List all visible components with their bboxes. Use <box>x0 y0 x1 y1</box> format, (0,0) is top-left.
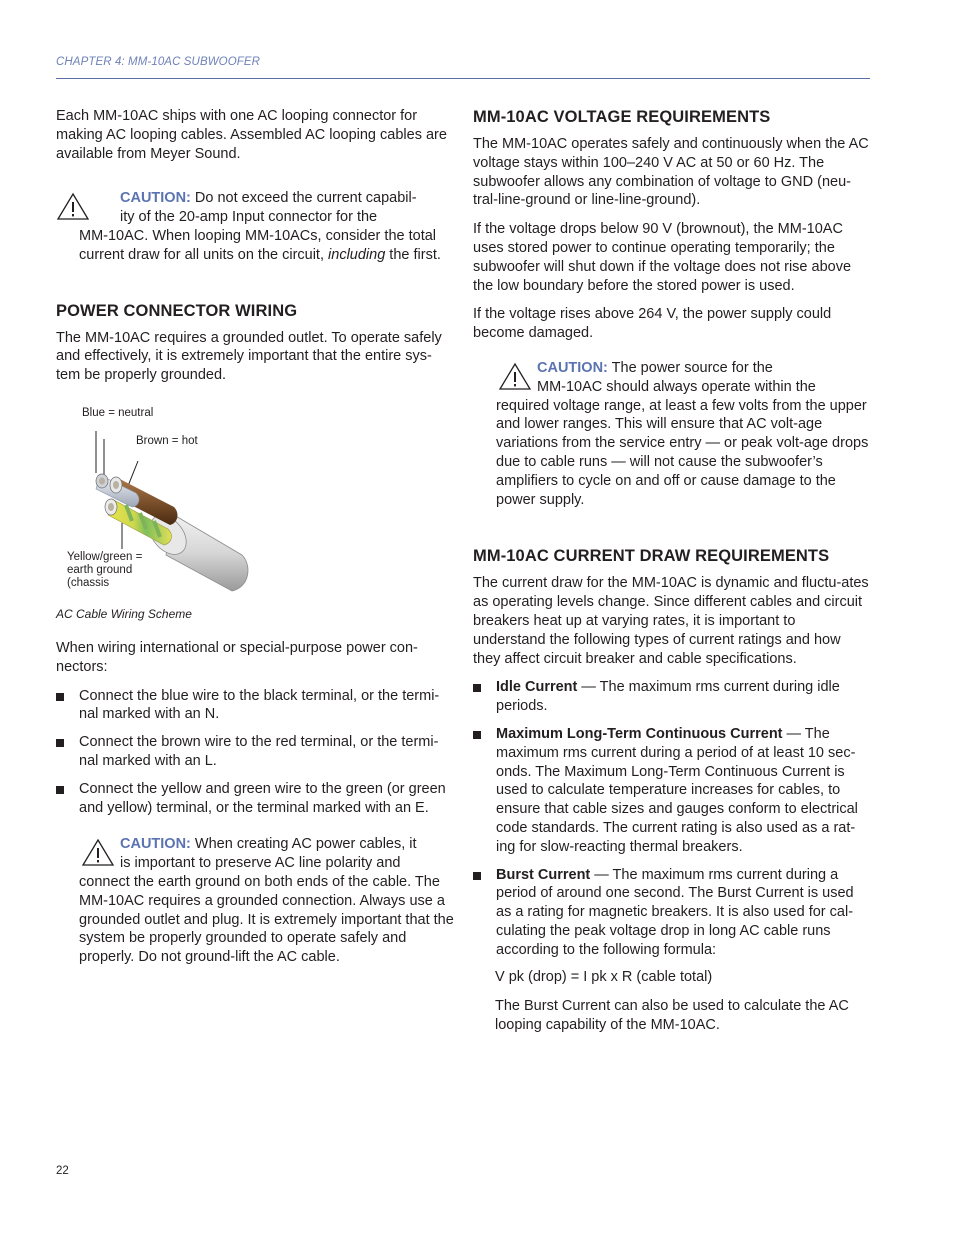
caution-label: CAUTION: <box>120 836 191 853</box>
caution-body: required voltage range, at least a few volts from the upper and lower ranges. This will ensure that AC volt-age variations from the service entry — or peak volt-age drops due to cable runs — will not cause the subwoofer’s amplifiers to cycle on and off or cause damage to the power supply. <box>496 397 869 508</box>
current-ratings-list <box>473 678 871 959</box>
caution-label: CAUTION: <box>120 190 191 207</box>
warning-triangle-icon <box>56 191 90 221</box>
voltage-requirements-heading: MM-10AC VOLTAGE REQUIREMENTS <box>473 108 771 126</box>
warning-triangle-icon <box>498 361 532 391</box>
warning-triangle-icon <box>81 837 115 867</box>
caution-lead <box>496 359 871 378</box>
list-item <box>56 687 454 725</box>
power-connector-wiring-heading: POWER CONNECTOR WIRING <box>56 301 298 320</box>
conductor-core <box>99 477 105 484</box>
list-item-term: Maximum Long-Term Continuous Current <box>496 725 783 742</box>
bullet-square <box>56 693 64 701</box>
chapter-title: CHAPTER 4: MM-10AC SUBWOOFER <box>56 56 261 68</box>
caution-text: MM-10AC. When looping MM-10ACs, consider the total current draw for all units on the circuit, <box>79 227 437 263</box>
caution-lead <box>79 208 454 227</box>
wiring-paragraph: The MM-10AC requires a grounded outlet. To operate safely and effectively, it is extremely important that the entire sys-tem be properly grounded. <box>56 329 442 384</box>
label-blue-neutral: Blue = neutral <box>82 406 154 419</box>
international-wiring-paragraph: When wiring international or special-purpose power con-nectors: <box>56 639 418 675</box>
bullet-square <box>473 684 481 692</box>
label-line: earth ground <box>67 563 133 576</box>
caution-lead <box>79 835 454 854</box>
running-header <box>56 52 870 79</box>
list-item-term: Idle Current <box>496 679 578 696</box>
list-item-text: Connect the brown wire to the red terminal, or the termi-nal marked with an L. <box>79 734 439 769</box>
figure-caption: AC Cable Wiring Scheme <box>56 606 192 621</box>
current-draw-paragraph: The current draw for the MM-10AC is dynamic and fluctu-ates as operating levels change. Since different cables and circuit breakers heat up at varying rates, it is important to understand the following types of current ratings and how they affect circuit breaker and cable specifications. <box>473 575 869 667</box>
wiring-bullet-list <box>56 687 454 818</box>
bullet-square <box>56 739 64 747</box>
current-draw-heading: MM-10AC CURRENT DRAW REQUIREMENTS <box>473 547 830 566</box>
list-item-text: — The maximum rms current during a period of around one second. The Burst Current is used as a rating for magnetic breakers. It is also used for cal-culating the peak voltage drop in long AC cable runs according to the following formula: <box>496 866 854 958</box>
burst-current-note: The Burst Current can also be used to calculate the AC looping capability of the MM-10AC. <box>495 998 849 1034</box>
caution-lead <box>79 189 454 208</box>
caution-line: MM-10AC should always operate within the <box>537 378 816 395</box>
caution-line: ity of the 20-amp Input connector for the <box>120 209 378 226</box>
left-column <box>56 107 454 967</box>
list-item <box>473 866 871 960</box>
conductor-core <box>113 481 119 489</box>
list-item <box>473 725 871 857</box>
bullet-square <box>56 786 64 794</box>
list-item <box>56 733 454 771</box>
caution-line: is important to preserve AC line polarity and <box>120 855 401 872</box>
caution-line: The power source for the <box>611 359 773 376</box>
ac-cable-figure <box>56 395 454 607</box>
caution-emphasis: including <box>328 246 386 263</box>
label-yellow-green <box>67 551 142 590</box>
list-item <box>56 780 454 818</box>
page-number: 22 <box>56 1165 69 1177</box>
caution-line: When creating AC power cables, it <box>194 836 417 853</box>
voltage-paragraph-1: The MM-10AC operates safely and continuously when the AC voltage stays within 100–240 V AC at 50 or 60 Hz. The subwoofer allows any combination of voltage to GND (neu-tral-line-ground or line-line-ground). <box>473 136 869 209</box>
list-item <box>473 678 871 716</box>
label-line: (chassis <box>67 576 110 589</box>
conductor-core <box>108 503 114 511</box>
intro-paragraph: Each MM-10AC ships with one AC looping connector for making AC looping cables. Assembled AC looping cables are available from Meyer Sound. <box>56 108 447 162</box>
voltage-drop-formula: V pk (drop) = I pk x R (cable total) <box>495 969 713 986</box>
voltage-paragraph-2: If the voltage drops below 90 V (brownout), the MM-10AC uses stored power to continue operating temporarily; the subwoofer will shut down if the voltage does not rise above the low boundary before the stored power is used. <box>473 221 852 294</box>
caution-text: the first. <box>385 246 441 263</box>
bullet-square <box>473 872 481 880</box>
list-item-text: Connect the blue wire to the black terminal, or the termi-nal marked with an N. <box>79 687 440 723</box>
list-item-term: Burst Current <box>496 866 591 883</box>
caution-current-capability <box>56 189 454 264</box>
label-brown-hot: Brown = hot <box>136 434 198 447</box>
bullet-square <box>473 731 481 739</box>
list-item-text: Connect the yellow and green wire to the green (or green and yellow) terminal, or the terminal marked with an E. <box>79 780 446 816</box>
right-column <box>473 107 871 1035</box>
label-line: Yellow/green = <box>67 550 143 563</box>
caution-polarity <box>56 835 454 967</box>
voltage-paragraph-3: If the voltage rises above 264 V, the power supply could become damaged. <box>473 306 832 342</box>
caution-power-source <box>473 359 871 509</box>
caution-lead <box>496 378 871 397</box>
list-item-text: — The maximum rms current during idle periods. <box>496 679 840 715</box>
caution-label: CAUTION: <box>537 359 608 376</box>
caution-body <box>79 228 441 263</box>
caution-body: connect the earth ground on both ends of the cable. The MM-10AC requires a grounded connection. Always use a grounded outlet and plug. It is extremely important that the system be properly grounded to operate safely and properly. Do not ground-lift the AC cable. <box>79 873 454 966</box>
caution-lead <box>79 854 454 873</box>
list-item-text: — The maximum rms current during a period of at least 10 sec-onds. The Maximum Long-Term Continuous Current is used to calculate temperature increases for cables, to ensure that cable sizes and gauges conform to electrical code standards. The current rating is also used as a rat-ing for slow-reacting thermal breakers. <box>496 725 858 855</box>
caution-line: Do not exceed the current capabil- <box>194 190 417 207</box>
